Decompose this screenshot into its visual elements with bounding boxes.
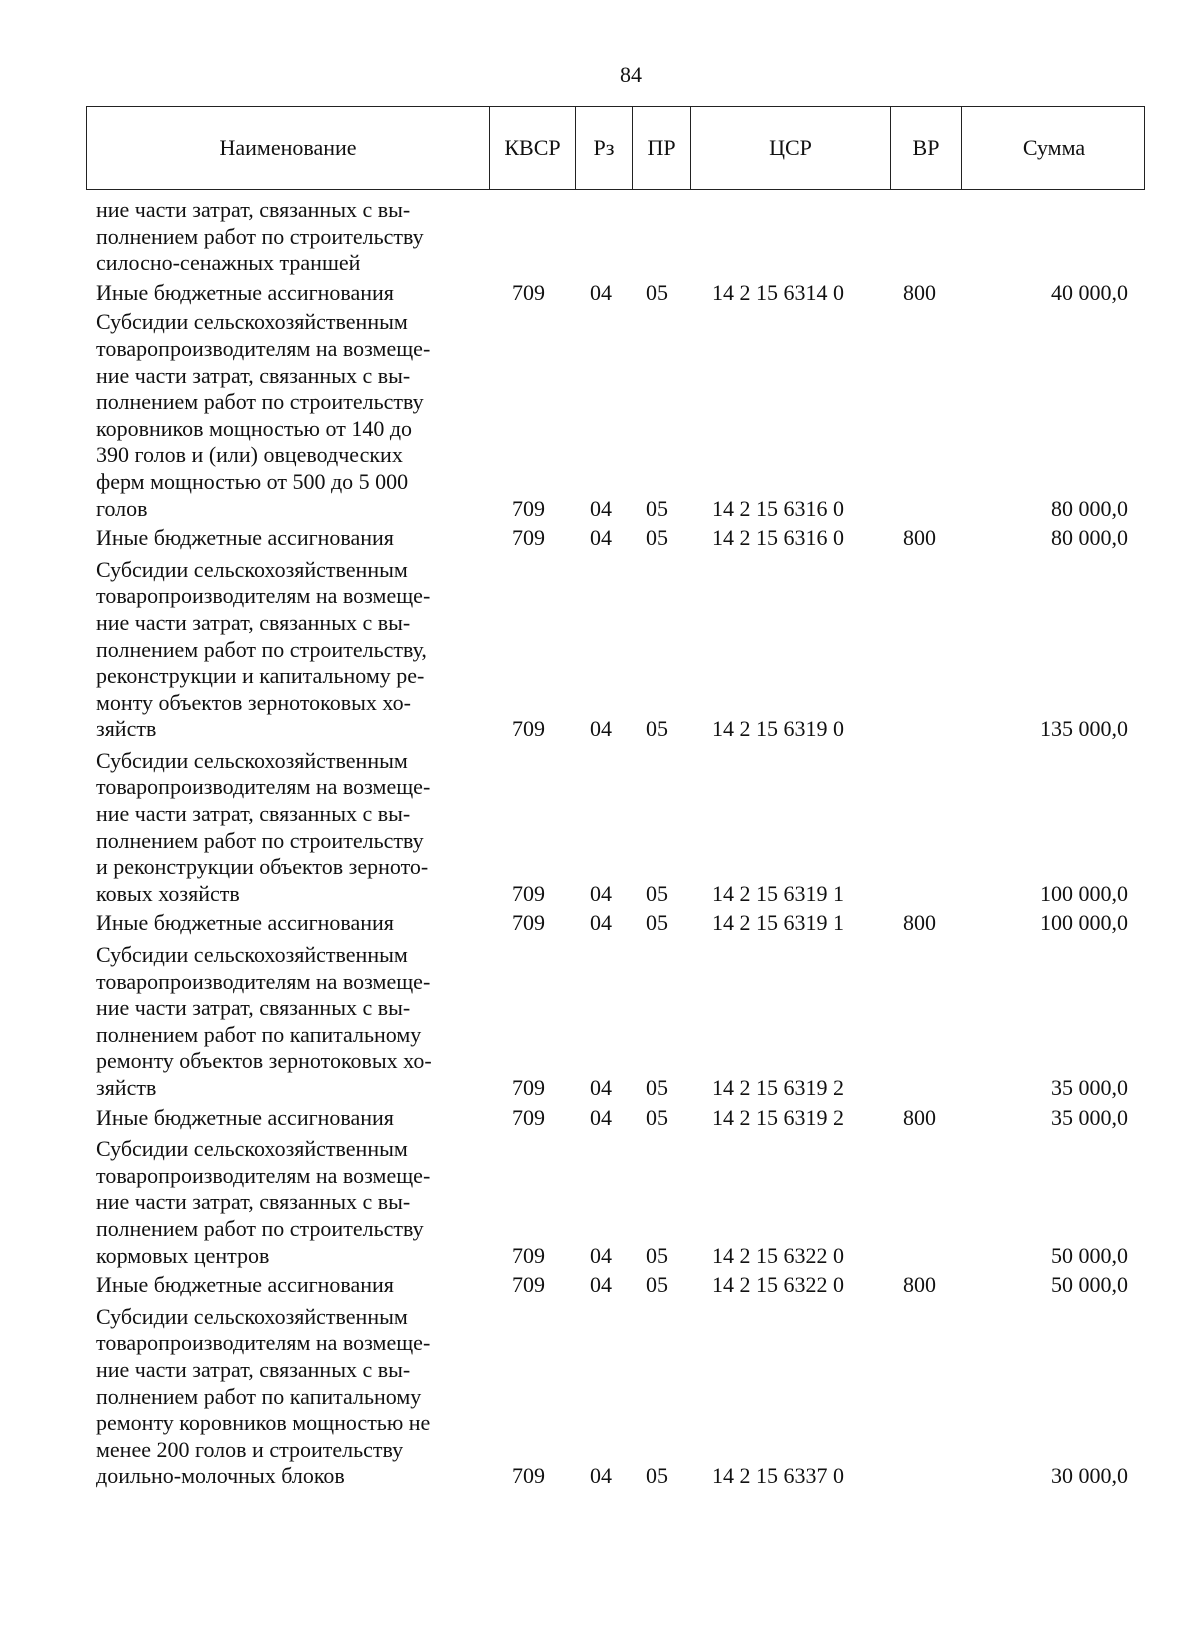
row-name: Иные бюджетные ассигнования <box>96 1104 394 1130</box>
column-header-name: Наименование <box>219 135 357 160</box>
row-sum: 50 000,0 <box>1051 1242 1128 1268</box>
row-name: Иные бюджетные ассигнования <box>96 525 394 551</box>
table-row <box>0 748 1200 908</box>
row-csr: 14 2 15 6337 0 <box>712 1463 844 1489</box>
row-kvsr: 709 <box>512 1463 545 1489</box>
row-vr: 800 <box>903 1272 936 1298</box>
row-name: Иные бюджетные ассигнования <box>96 910 394 936</box>
row-csr: 14 2 15 6319 2 <box>712 1075 844 1100</box>
row-sum: 30 000,0 <box>1051 1463 1128 1489</box>
row-name: Иные бюджетные ассигнования <box>96 1272 394 1298</box>
row-kvsr: 709 <box>512 525 545 551</box>
row-csr: 14 2 15 6316 0 <box>712 525 844 551</box>
row-csr: 14 2 15 6319 2 <box>712 1104 844 1130</box>
row-name: Субсидии сельскохозяйственным товаропроизводителям на возмеще- ние части затрат, связанных с вы- полнением работ по строительству кормовых центров <box>96 1136 431 1268</box>
row-sum: 80 000,0 <box>1051 495 1128 521</box>
row-sum: 135 000,0 <box>1040 716 1128 742</box>
row-pr: 05 <box>646 910 668 936</box>
row-sum: 35 000,0 <box>1051 1104 1128 1130</box>
row-csr: 14 2 15 6322 0 <box>712 1242 844 1268</box>
row-pr: 05 <box>646 279 668 305</box>
row-pr: 05 <box>646 525 668 551</box>
table-row <box>0 525 1200 552</box>
row-name: Субсидии сельскохозяйственным товаропроизводителям на возмеще- ние части затрат, связанных с вы- полнением работ по капитальному ремонту коровников мощностью не менее 200 голов и строительству доильно-молочных блоков <box>96 1303 431 1489</box>
row-name: Субсидии сельскохозяйственным товаропроизводителям на возмеще- ние части затрат, связанных с вы- полнением работ по строительству коровников мощностью от 140 до 390 голов и (или) овцеводческих ферм мощностью от 500 до 5 000 голов <box>96 309 431 521</box>
column-header-kvsr: КВСР <box>489 107 575 189</box>
table-row <box>0 1272 1200 1299</box>
table-row <box>0 1304 1200 1490</box>
row-vr: 800 <box>903 279 936 305</box>
column-header-pr: ПР <box>632 107 690 189</box>
row-pr: 05 <box>646 716 668 742</box>
row-vr: 800 <box>903 1104 936 1130</box>
row-name: Субсидии сельскохозяйственным товаропроизводителям на возмеще- ние части затрат, связанных с вы- полнением работ по капитальному ремонту объектов зернотоковых хо- зяйств <box>96 942 432 1100</box>
row-csr: 14 2 15 6322 0 <box>712 1272 844 1298</box>
column-header-csr: ЦСР <box>690 107 890 189</box>
row-vr: 800 <box>903 910 936 936</box>
row-csr: 14 2 15 6319 0 <box>712 716 844 742</box>
row-kvsr: 709 <box>512 716 545 742</box>
row-rz: 04 <box>590 495 612 521</box>
row-csr: 14 2 15 6319 1 <box>712 880 844 906</box>
column-header-rz: Рз <box>575 107 632 189</box>
row-csr: 14 2 15 6319 1 <box>712 910 844 936</box>
row-csr: 14 2 15 6314 0 <box>712 279 844 305</box>
row-rz: 04 <box>590 1104 612 1130</box>
table-body <box>0 193 1200 1490</box>
row-pr: 05 <box>646 495 668 521</box>
row-kvsr: 709 <box>512 1272 545 1298</box>
row-rz: 04 <box>590 1463 612 1489</box>
row-rz: 04 <box>590 1272 612 1298</box>
row-kvsr: 709 <box>512 880 545 906</box>
table-row <box>0 1105 1200 1132</box>
row-csr: 14 2 15 6316 0 <box>712 495 844 521</box>
row-sum: 80 000,0 <box>1051 525 1128 551</box>
table-row <box>0 910 1200 937</box>
row-sum: 40 000,0 <box>1051 279 1128 305</box>
row-kvsr: 709 <box>512 1075 545 1100</box>
page-number: 84 <box>620 62 642 87</box>
row-pr: 05 <box>646 1272 668 1298</box>
table-row <box>0 309 1200 522</box>
row-rz: 04 <box>590 880 612 906</box>
row-rz: 04 <box>590 1075 612 1100</box>
row-kvsr: 709 <box>512 910 545 936</box>
row-kvsr: 709 <box>512 1242 545 1268</box>
table-row <box>0 557 1200 743</box>
row-name: ние части затрат, связанных с вы- полнением работ по строительству силосно-сенажных траншей <box>96 197 424 276</box>
row-sum: 50 000,0 <box>1051 1272 1128 1298</box>
row-sum: 100 000,0 <box>1040 880 1128 906</box>
row-name: Субсидии сельскохозяйственным товаропроизводителям на возмеще- ние части затрат, связанных с вы- полнением работ по строительству, реконструкции и капитальному ре- монту объектов зернотоковых хо- зяйств <box>96 556 431 742</box>
row-kvsr: 709 <box>512 1104 545 1130</box>
row-rz: 04 <box>590 525 612 551</box>
row-rz: 04 <box>590 716 612 742</box>
column-header-vr: ВР <box>890 107 961 189</box>
table-row <box>0 1136 1200 1269</box>
row-pr: 05 <box>646 1463 668 1489</box>
row-rz: 04 <box>590 1242 612 1268</box>
table-row <box>0 942 1200 1102</box>
row-pr: 05 <box>646 880 668 906</box>
row-name: Субсидии сельскохозяйственным товаропроизводителям на возмеще- ние части затрат, связанных с вы- полнением работ по строительству и реконструкции объектов зерното- ковых хозяйств <box>96 747 431 906</box>
row-kvsr: 709 <box>512 279 545 305</box>
column-header-sum: Сумма <box>961 107 1146 189</box>
row-rz: 04 <box>590 279 612 305</box>
row-pr: 05 <box>646 1104 668 1130</box>
row-pr: 05 <box>646 1242 668 1268</box>
row-name: Иные бюджетные ассигнования <box>96 279 394 305</box>
table-row <box>0 197 1200 277</box>
row-pr: 05 <box>646 1075 668 1100</box>
row-rz: 04 <box>590 910 612 936</box>
row-kvsr: 709 <box>512 495 545 521</box>
table-row <box>0 280 1200 307</box>
row-vr: 800 <box>903 525 936 551</box>
row-sum: 35 000,0 <box>1051 1075 1128 1100</box>
row-sum: 100 000,0 <box>1040 910 1128 936</box>
table-header <box>86 106 1145 190</box>
